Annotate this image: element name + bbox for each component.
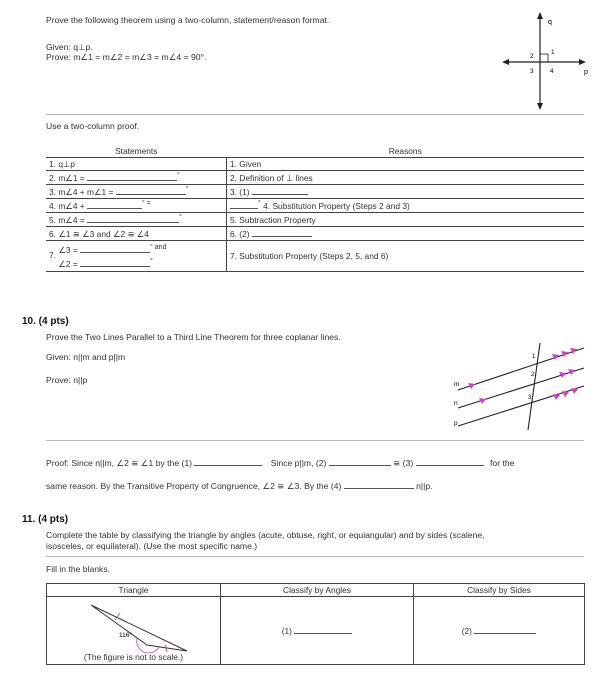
label-angle-2: 2 [531, 372, 535, 378]
classification-table [46, 583, 585, 665]
label-angle-2: 2 [530, 53, 534, 60]
parallel-lines-figure [448, 338, 598, 433]
blank-field[interactable] [87, 200, 142, 209]
degree-mark: ° = [142, 200, 151, 208]
label-angle-3: 3 [530, 68, 534, 75]
table-row [46, 213, 584, 227]
reason-7: 7. Substitution Property (Steps 2, 5, and 6) [227, 241, 585, 272]
degree-and: ° and [150, 244, 167, 251]
blank-field[interactable] [80, 244, 150, 253]
degree-mark: ° [150, 257, 153, 265]
blank-field[interactable] [87, 172, 177, 181]
proof-part-4: for the [490, 458, 515, 468]
q11-instruction-1: Complete the table by classifying the triangle by angles (acute, obtuse, right, or equiangular) and by sides (scalene, [46, 530, 485, 540]
label-q: q [548, 19, 552, 26]
blank-field-1[interactable] [194, 457, 262, 466]
triangle-figure [87, 601, 197, 653]
label-m: m [454, 381, 460, 388]
blank-field[interactable] [252, 228, 312, 237]
q10-proof-line2 [46, 480, 433, 492]
proof-part-1: Proof: Since n||m, ∠2 ≅ ∠1 by the (1) [46, 458, 193, 468]
table-row [46, 171, 584, 185]
blank-field[interactable] [230, 200, 258, 209]
col-reasons: Reasons [227, 145, 585, 158]
reason-2: 2. Definition of ⊥ lines [227, 171, 585, 185]
label-p: p [584, 69, 588, 76]
figure-note: (The figure is not to scale.) [83, 652, 184, 662]
label-angle-1: 1 [551, 49, 555, 56]
answer-sides-field[interactable] [474, 625, 536, 634]
q10-instruction: Prove the Two Lines Parallel to a Third Line Theorem for three coplanar lines. [46, 332, 341, 342]
row-num: 5. [49, 215, 56, 225]
col-angles: Classify by Angles [221, 584, 414, 597]
statement-5: m∠4 = [58, 215, 85, 225]
q10-header: 10. (4 pts) [22, 316, 69, 327]
label-angle-3: 3 [528, 395, 532, 401]
q10-proof-line1 [46, 457, 514, 469]
q11-fill-text: Fill in the blanks. [46, 564, 111, 574]
reason-4: 4. Substitution Property (Steps 2 and 3) [263, 201, 410, 211]
statement-3: m∠4 + m∠1 = [58, 187, 114, 197]
reason-6: 6. (2) [230, 229, 250, 239]
table-row [46, 199, 584, 213]
degree-mark: ° [185, 186, 189, 194]
table-row [46, 241, 584, 272]
reason-5: 5. Subtraction Property [227, 213, 585, 227]
blank-field-3[interactable] [416, 457, 484, 466]
blank-field[interactable] [80, 258, 150, 267]
row-num: 2. [49, 173, 56, 183]
q10-given: Given: n||m and p||m [46, 352, 126, 362]
proof-table [46, 145, 584, 272]
blank-field[interactable] [87, 214, 179, 223]
row-num: 7. [49, 250, 56, 261]
row-num: 6. [49, 228, 56, 239]
reason-3: 3. (1) [230, 187, 250, 197]
degree-mark: ° [258, 200, 261, 208]
label-angle-1: 1 [532, 354, 536, 360]
blank-1-label: (1) [281, 626, 292, 636]
table-row [46, 185, 584, 199]
blank-field-4[interactable] [344, 480, 414, 489]
row-num: 4. [49, 201, 56, 211]
reason-1: 1. Given [227, 158, 585, 171]
proof-part-3: ≅ (3) [393, 458, 414, 468]
statement-4: m∠4 + [58, 201, 85, 211]
statement-7a: ∠3 = [58, 244, 78, 255]
table-row [46, 158, 584, 171]
proof-part-2: Since p||m, (2) [270, 458, 327, 468]
row-num: 1. [49, 159, 56, 169]
blank-field[interactable] [252, 186, 308, 195]
q9-given: Given: q⊥p. [46, 42, 93, 52]
proof-part-6: n||p. [416, 481, 433, 491]
label-p: p [454, 420, 458, 427]
q10-prove: Prove: n||p [46, 375, 88, 385]
col-sides: Classify by Sides [414, 584, 585, 597]
row-num: 3. [49, 187, 56, 197]
degree-mark: ° [179, 214, 182, 222]
q9-instruction: Prove the following theorem using a two-column, statement/reason format. [46, 15, 330, 25]
q11-header: 11. (4 pts) [22, 514, 69, 525]
q11-instruction-2: isosceles, or equilateral). (Use the most specific name.) [46, 541, 258, 551]
answer-angles-field[interactable] [294, 625, 352, 634]
degree-mark: ° [177, 172, 180, 180]
angle-label: 116° [119, 632, 132, 639]
table-row [47, 597, 585, 665]
table-row [46, 227, 584, 241]
q9-use-text: Use a two-column proof. [46, 121, 140, 131]
blank-2-label: (2) [461, 626, 472, 636]
label-angle-4: 4 [550, 68, 554, 75]
q9-prove: Prove: m∠1 = m∠2 = m∠3 = m∠4 = 90°. [46, 52, 207, 62]
col-triangle: Triangle [47, 584, 221, 597]
statement-7b: ∠2 = [58, 258, 78, 269]
statement-6: ∠1 ≅ ∠3 and ∠2 ≅ ∠4 [58, 228, 149, 239]
blank-field-2[interactable] [329, 457, 391, 466]
blank-field[interactable] [116, 186, 186, 195]
label-n: n [454, 400, 458, 407]
col-statements: Statements [46, 145, 227, 158]
statement-1: q⊥p [58, 159, 75, 169]
perpendicular-lines-figure [500, 10, 590, 110]
statement-2: m∠1 = [58, 173, 85, 183]
proof-part-5: same reason. By the Transitive Property of Congruence, ∠2 ≅ ∠3. By the (4) [46, 481, 342, 491]
